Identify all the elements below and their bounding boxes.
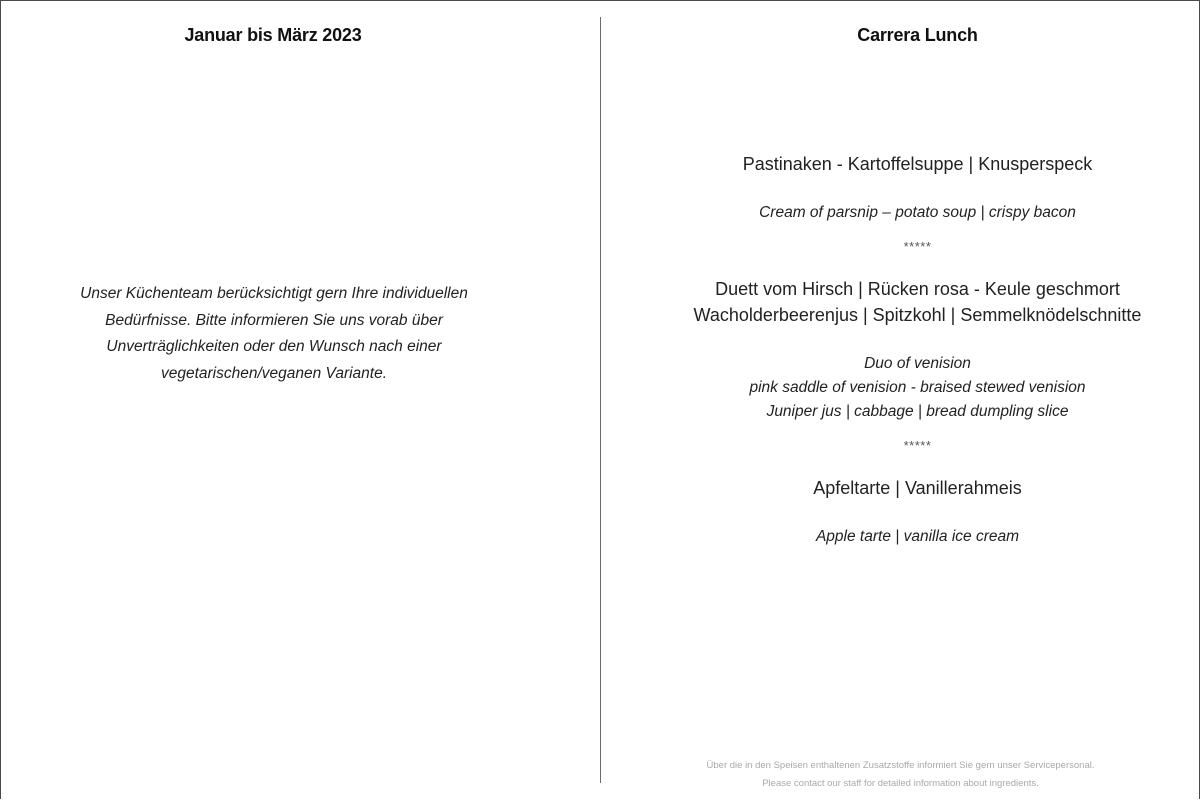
dietary-note — [60, 281, 488, 387]
right-page — [601, 0, 1200, 800]
menu-title: Carrera Lunch — [857, 25, 978, 45]
course-name-english: Cream of parsnip – potato soup | crispy bacon — [759, 204, 1076, 221]
course-name-english: Juniper jus | cabbage | bread dumpling slice — [766, 403, 1069, 420]
menu-list — [618, 151, 1200, 549]
course-separator: ***** — [903, 438, 932, 453]
footer-line-english: Please contact our staff for detailed information about ingredients. — [762, 778, 1039, 789]
course-name-english: Apple tarte | vanilla ice cream — [815, 528, 1020, 545]
dietary-note-line: Unser Küchenteam berücksichtigt gern Ihre individuellen — [80, 285, 468, 302]
course-separator: ***** — [903, 239, 932, 254]
course-main — [618, 276, 1200, 424]
course-name-english: pink saddle of venision - braised stewed venision — [749, 379, 1086, 396]
course-name-english: Duo of venision — [864, 355, 971, 372]
course-name-german: Apfeltarte | Vanillerahmeis — [813, 478, 1022, 498]
dietary-note-line: Bedürfnisse. Bitte informieren Sie uns vorab über — [105, 311, 443, 329]
course-name-german: Wacholderbeerenjus | Spitzkohl | Semmelknödelschnitte — [693, 305, 1142, 325]
ingredients-footer — [601, 757, 1200, 793]
course-name-german: Pastinaken - Kartoffelsuppe | Knusperspeck — [742, 154, 1093, 174]
dietary-note-line: vegetarischen/veganen Variante. — [160, 364, 388, 382]
dietary-note-line: Unverträglichkeiten oder den Wunsch nach einer — [106, 338, 442, 355]
season-title: Januar bis März 2023 — [184, 25, 362, 45]
course-starter — [618, 151, 1200, 225]
footer-line-german: Über die in den Speisen enthaltenen Zusatzstoffe informiert Sie gern unser Servicepersonal. — [706, 760, 1095, 771]
course-name-german: Duett vom Hirsch | Rücken rosa - Keule geschmort — [715, 279, 1120, 299]
course-dessert — [618, 475, 1200, 549]
